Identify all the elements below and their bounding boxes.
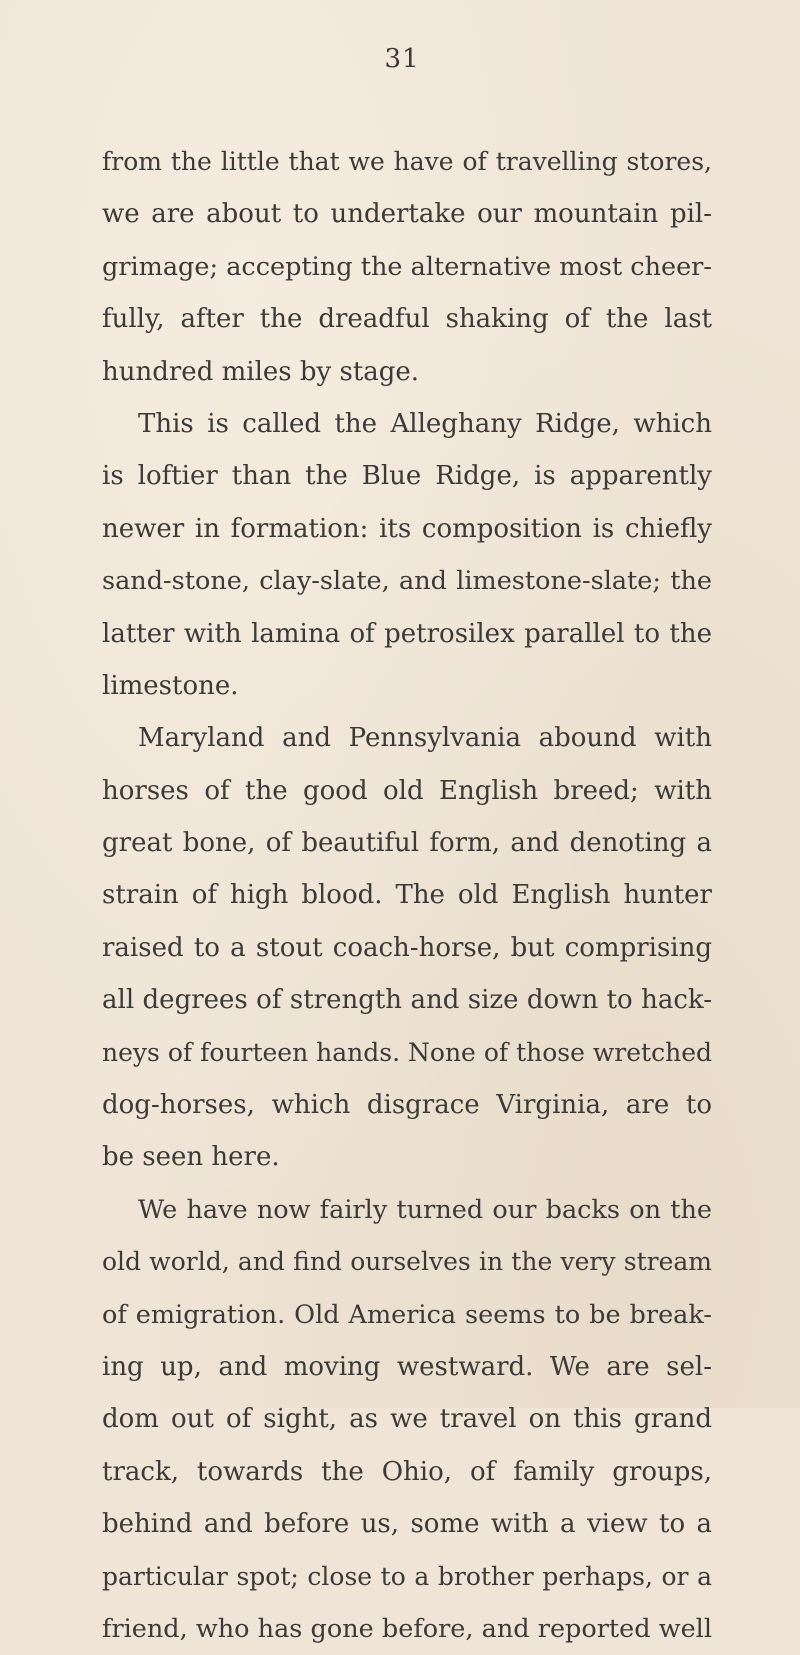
text-line: dom out of sight, as we travel on this grand [102, 1404, 712, 1435]
text-line: from the little that we have of travelling stores, [102, 147, 712, 176]
text-line: limestone. [102, 670, 239, 701]
text-line: of emigration. Old America seems to be break- [102, 1299, 712, 1330]
text-line: all degrees of strength and size down to hack- [102, 985, 712, 1016]
text-line: great bone, of beautiful form, and denoting a [102, 828, 712, 859]
text-line: ing up, and moving westward. We are sel- [102, 1351, 712, 1382]
text-line: friend, who has gone before, and reported well [102, 1613, 712, 1644]
text-line: raised to a stout coach-horse, but comprising [102, 932, 712, 963]
text-line: track, towards the Ohio, of family groups, [102, 1456, 712, 1487]
text-line: we are about to undertake our mountain pil- [102, 199, 712, 230]
text-line: sand-stone, clay-slate, and limestone-slate; the [102, 566, 712, 597]
text-line: latter with lamina of petrosilex parallel to the [102, 618, 712, 649]
text-line: strain of high blood. The old English hunter [102, 880, 712, 911]
text-line: is loftier than the Blue Ridge, is apparently [102, 461, 712, 492]
text-line: We have now fairly turned our backs on the [138, 1194, 712, 1225]
text-line: horses of the good old English breed; with [102, 775, 712, 806]
text-line: particular spot; close to a brother perhaps, or a [102, 1561, 712, 1591]
page-number: 31 [384, 44, 420, 74]
text-line: This is called the Alleghany Ridge, which [138, 408, 712, 439]
text-line: dog-horses, which disgrace Virginia, are to [102, 1090, 712, 1121]
text-line: neys of fourteen hands. None of those wretched [102, 1037, 712, 1067]
text-line: fully, after the dreadful shaking of the last [102, 304, 712, 335]
text-line: grimage; accepting the alternative most cheer- [102, 251, 712, 282]
text-line: old world, and find ourselves in the very stream [102, 1247, 712, 1277]
text-line: be seen here. [102, 1142, 280, 1173]
text-line: hundred miles by stage. [102, 356, 420, 387]
text-line: Maryland and Pennsylvania abound with [138, 723, 712, 754]
text-line: behind and before us, some with a view to a [102, 1509, 712, 1540]
body-text [102, 136, 712, 1655]
text-line: newer in formation: its composition is chiefly [102, 513, 712, 544]
